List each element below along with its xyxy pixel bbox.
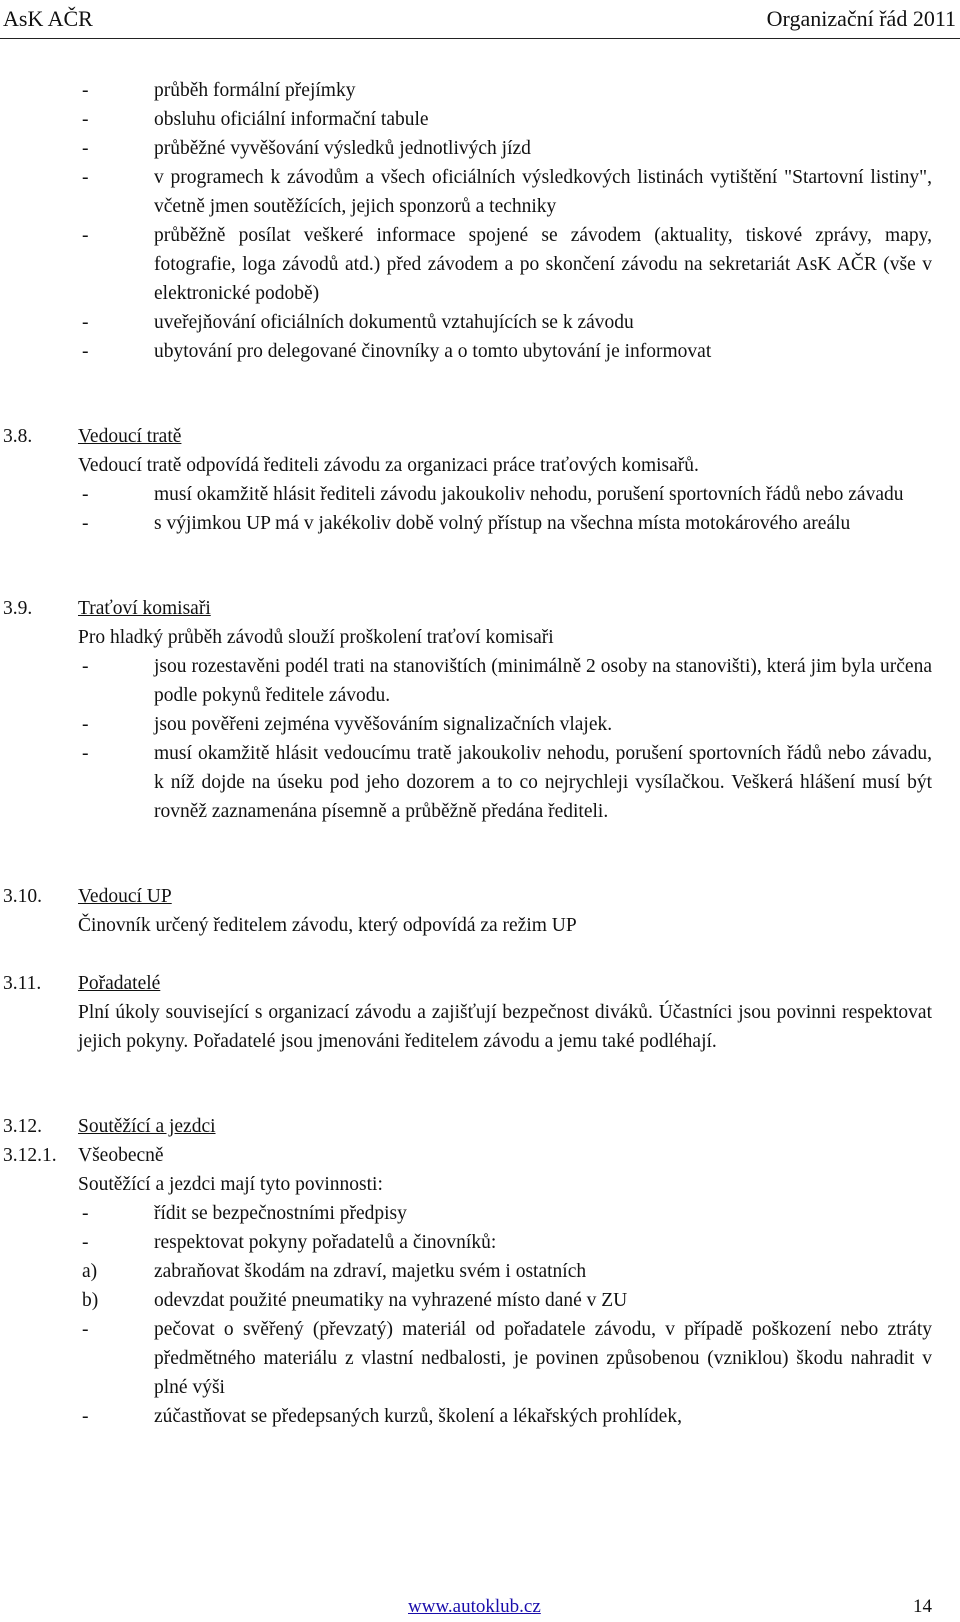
section-spacer [0,366,960,422]
list-marker: - [82,312,89,333]
section-title: Vedoucí UP [78,886,172,907]
list-item [0,1228,960,1257]
list-item [0,163,960,221]
list-item [0,739,960,826]
list-marker: b) [82,1290,99,1311]
list-item-text: musí okamžitě hlásit řediteli závodu jakoukoliv nehodu, porušení sportovních řádů nebo závadu [154,484,904,505]
list-marker: - [82,225,89,246]
section-spacer [0,1056,960,1112]
section-title: Soutěžící a jezdci [78,1116,216,1137]
list-item [0,134,960,163]
list-item-text: obsluhu oficiální informační tabule [154,109,429,130]
list-item-text: musí okamžitě hlásit vedoucímu tratě jakoukoliv nehodu, porušení sportovních řádů nebo závadu, k níž dojde na úseku pod jeho dozorem a to co nejrychleji vysílačkou. Veškerá hlášení musí být rovněž zaznamenána písemně a průběžně předána řediteli. [154,743,932,822]
section-text: Soutěžící a jezdci mají tyto povinnosti: [78,1174,383,1195]
list-item [0,221,960,308]
list-item-text: zúčastňovat se předepsaných kurzů, školení a lékařských prohlídek, [154,1406,682,1427]
header-divider [0,38,960,39]
footer-website-link[interactable]: www.autoklub.cz [408,1596,541,1617]
list-marker: - [82,1232,89,1253]
list-marker: - [82,109,89,130]
section-number: 3.10. [3,886,42,907]
page-number: 14 [913,1596,932,1617]
list-item-text: jsou rozestavěni podél trati na stanovištích (minimálně 2 osoby na stanovišti), která jim byla určena podle pokynů ředitele závodu. [154,656,932,706]
list-marker: - [82,714,89,735]
header-doc-title: Organizační řád 2011 [766,6,956,31]
list-item [0,76,960,105]
list-marker: - [82,1203,89,1224]
list-marker: - [82,1319,89,1340]
section-heading [0,594,960,623]
section-number: 3.8. [3,426,33,447]
subsection-title: Všeobecně [78,1145,164,1166]
list-item [0,710,960,739]
list-item-text: řídit se bezpečnostními předpisy [154,1203,407,1224]
list-item-text: uveřejňování oficiálních dokumentů vztahujících se k závodu [154,312,634,333]
document-body [0,76,960,1431]
section-heading [0,1112,960,1141]
header-org-name: AsK AČR [3,6,93,31]
section-text: Činovník určený ředitelem závodu, který odpovídá za režim UP [78,915,577,936]
list-item [0,105,960,134]
list-item [0,480,960,509]
list-item-text: zabraňovat škodám na zdraví, majetku svém i ostatních [154,1261,587,1282]
list-item-text: s výjimkou UP má v jakékoliv době volný přístup na všechna místa motokárového areálu [154,513,851,534]
subsection-number: 3.12.1. [3,1145,57,1166]
list-item [0,652,960,710]
list-marker: - [82,743,89,764]
list-marker: a) [82,1261,98,1282]
section-title: Traťoví komisaři [78,598,211,619]
section-spacer [0,940,960,969]
list-item-text: ubytování pro delegované činovníky a o tomto ubytování je informovat [154,341,712,362]
list-item [0,337,960,366]
section-heading [0,422,960,451]
list-marker: - [82,138,89,159]
section-number: 3.9. [3,598,33,619]
list-item [0,1199,960,1228]
section-heading [0,969,960,998]
list-marker: - [82,1406,89,1427]
list-marker: - [82,513,89,534]
list-item [0,1402,960,1431]
section-text: Pro hladký průběh závodů slouží proškolení traťoví komisaři [78,627,554,648]
list-item-text: pečovat o svěřený (převzatý) materiál od pořadatele závodu, v případě poškození nebo ztráty předmětného materiálu z vlastní nedbalosti, je povinen způsobenou (vzniklou) škodu nahradit v plné výši [154,1319,932,1398]
list-item-text: průběžně posílat veškeré informace spojené se závodem (aktuality, tiskové zprávy, mapy, fotografie, loga závodů atd.) před závodem a po skončení závodu na sekretariát AsK AČR (vše v elektronické podobě) [154,225,932,304]
list-item [0,1286,960,1315]
list-item [0,308,960,337]
section-text: Plní úkoly související s organizací závodu a zajišťují bezpečnost diváků. Účastníci jsou povinni respektovat jejich pokyny. Pořadatelé jsou jmenováni ředitelem závodu a jemu také podléhají. [78,1002,932,1052]
list-marker: - [82,167,89,188]
section-number: 3.11. [3,973,42,994]
list-item-text: respektovat pokyny pořadatelů a činovníků: [154,1232,497,1253]
section-title: Vedoucí tratě [78,426,182,447]
list-marker: - [82,484,89,505]
section-text: Vedoucí tratě odpovídá řediteli závodu za organizaci práce traťových komisařů. [78,455,699,476]
list-item [0,1315,960,1402]
list-item [0,1257,960,1286]
section-spacer [0,826,960,882]
list-marker: - [82,656,89,677]
section-heading [0,882,960,911]
section-number: 3.12. [3,1116,42,1137]
list-item [0,509,960,538]
list-item-text: jsou pověřeni zejména vyvěšováním signalizačních vlajek. [154,714,613,735]
list-item-text: průběžné vyvěšování výsledků jednotlivých jízd [154,138,531,159]
section-spacer [0,538,960,594]
list-marker: - [82,341,89,362]
list-item-text: odevzdat použité pneumatiky na vyhrazené místo dané v ZU [154,1290,628,1311]
list-item-text: v programech k závodům a všech oficiálních výsledkových listinách vytištění "Startovní listiny", včetně jmen soutěžících, jejich sponzorů a techniky [154,167,932,217]
section-title: Pořadatelé [78,973,161,994]
list-marker: - [82,80,89,101]
subsection-heading [0,1141,960,1170]
list-item-text: průběh formální přejímky [154,80,356,101]
